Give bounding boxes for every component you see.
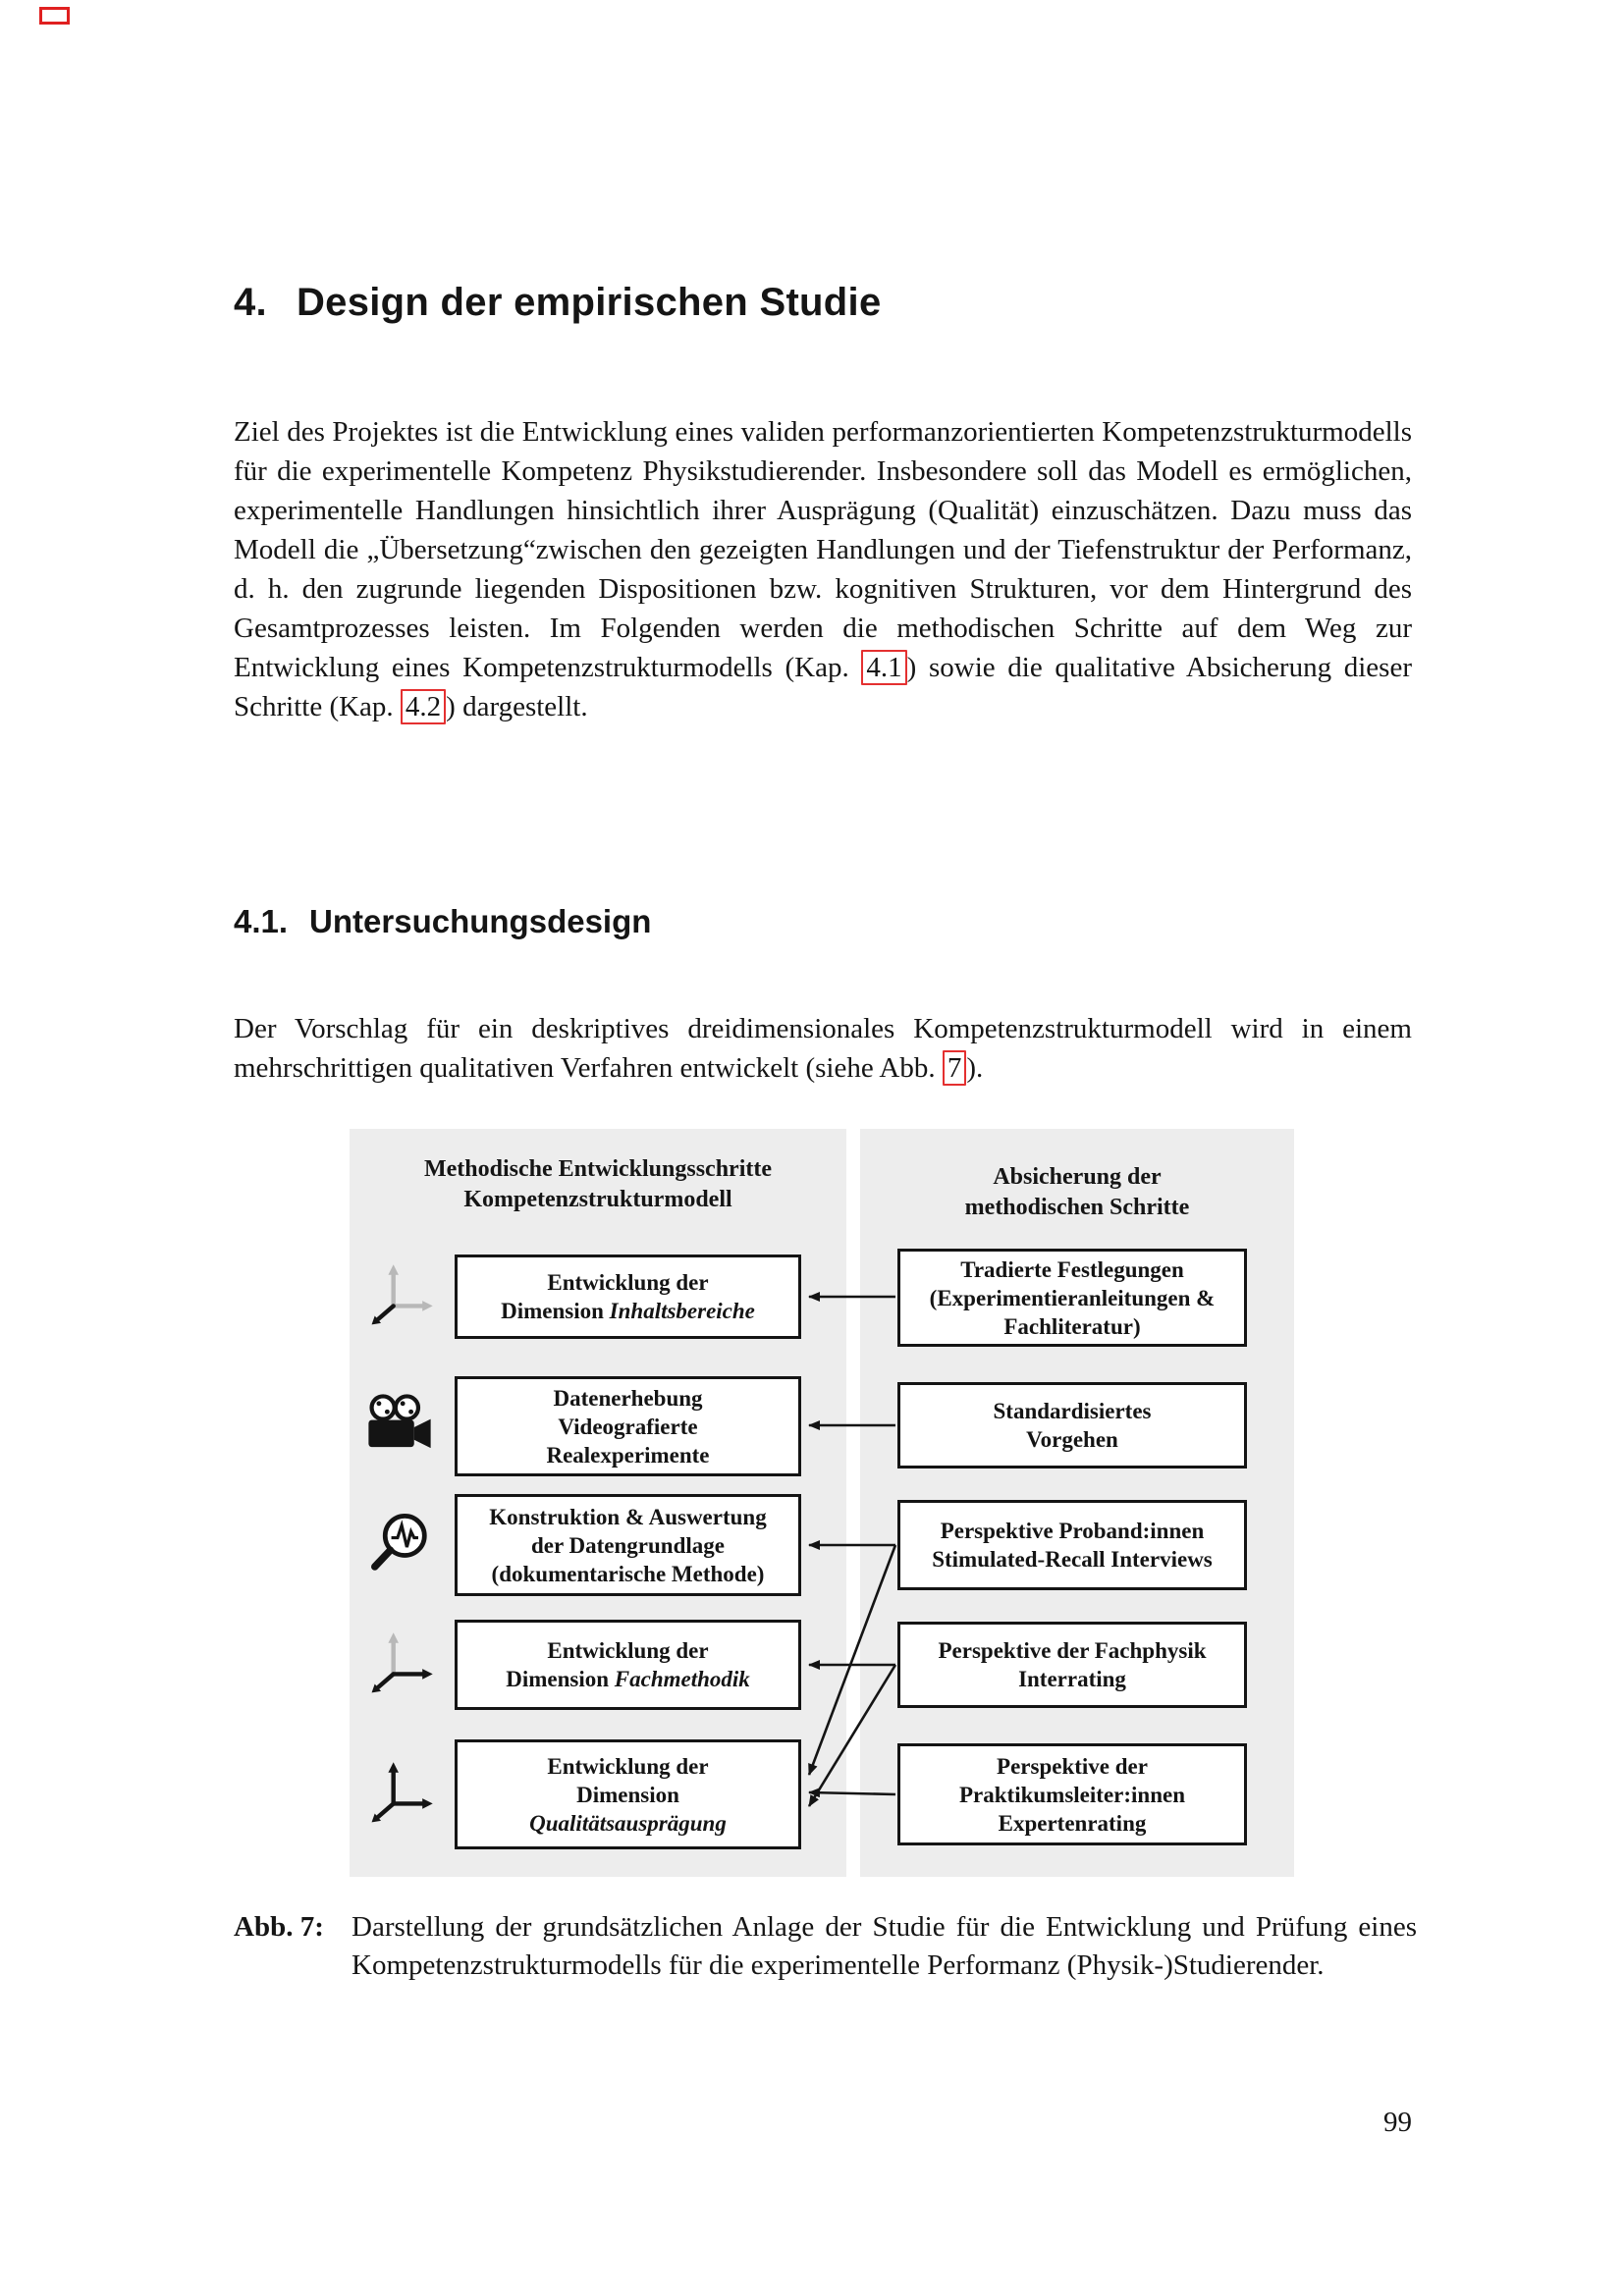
box-line: Realexperimente: [546, 1442, 710, 1468]
box-line: Entwicklung der: [547, 1270, 709, 1295]
box-line-emphasis: Inhaltsbereiche: [609, 1299, 755, 1323]
subsection-heading: [234, 903, 651, 940]
pdf-link-artifact: [39, 7, 70, 25]
design-text-2: ).: [966, 1052, 984, 1084]
figure-7: [350, 1129, 1294, 1877]
magnifier-waveform-icon: [361, 1508, 438, 1584]
section-title: Design der empirischen Studie: [296, 281, 882, 324]
box-line: Konstruktion & Auswertung: [489, 1504, 767, 1529]
y-axis-gray: [388, 1264, 399, 1306]
right-header-line1: Absicherung der: [993, 1164, 1162, 1190]
box-line-emphasis: Fachmethodik: [614, 1667, 750, 1691]
link-kap-4-1[interactable]: 4.1: [861, 650, 906, 685]
intro-text-1: Ziel des Projektes ist die Entwicklung eines validen performanzorientierten Kompetenzstrukturmodells für die experimentelle Kompetenz Physikstudierender. Insbesondere soll das Modell es ermöglichen, experimentelle Handlungen hinsichtlich ihrer Ausprägung (Qualität) einzuschätzen. Dazu muss das Modell die „Übersetzung“zwischen den gezeigten Handlungen und der Tiefenstruktur der Performanz, d. h. den zugrunde liegenden Dispositionen bzw. kognitiven Strukturen, vor dem Hintergrund des Gesamtprozesses leisten. Im Folgenden werden die methodischen Schritte auf dem Weg zur Entwicklung eines Kompetenzstrukturmodells (Kap.: [234, 416, 1412, 683]
intro-paragraph: [234, 412, 1412, 726]
z-axis-black: [372, 1674, 394, 1692]
right-panel-header: [860, 1162, 1294, 1223]
box-line: Perspektive der: [997, 1753, 1148, 1779]
absicherung-box-interrating: [897, 1622, 1247, 1708]
box-line: Interrating: [1018, 1667, 1126, 1691]
absicherung-box-stimulated-recall: [897, 1500, 1247, 1590]
box-line: Stimulated-Recall Interviews: [932, 1547, 1213, 1572]
design-text-1: Der Vorschlag für ein deskriptives dreidimensionales Kompetenzstrukturmodell wird in einem mehrschrittigen qualitativen Verfahren entwickelt (siehe Abb.: [234, 1013, 1412, 1084]
axes-3d-icon: [361, 1757, 438, 1834]
right-header-line2: methodischen Schritte: [964, 1195, 1190, 1220]
box-line: (dokumentarische Methode): [491, 1561, 765, 1586]
intro-text-3: ) dargestellt.: [446, 691, 588, 722]
link-kap-4-2[interactable]: 4.2: [401, 689, 446, 724]
intro-text-2: ) sowie die qualitative Absicherung dieser Schritte (Kap.: [234, 652, 1412, 722]
figure-caption-text: Darstellung der grundsätzlichen Anlage der Studie für die Entwicklung und Prüfung eines Kompetenzstrukturmodells für die experimentelle Performanz (Physik-)Studierender.: [352, 1911, 1417, 1981]
absicherung-box-standardisiertes-vorgehen: [897, 1382, 1247, 1468]
subsection-number: 4.1.: [234, 903, 289, 939]
box-line: Perspektive der Fachphysik: [938, 1638, 1207, 1663]
section-number: 4.: [234, 281, 267, 324]
box-line: [506, 1665, 750, 1693]
box-line: der Datengrundlage: [531, 1532, 725, 1558]
subsection-title: Untersuchungsdesign: [309, 903, 652, 939]
link-abb-7[interactable]: 7: [943, 1050, 967, 1086]
y-axis-gray: [388, 1632, 399, 1674]
box-line: Videografierte: [558, 1414, 698, 1439]
box-line: Entwicklung der: [547, 1638, 709, 1663]
x-axis-black: [394, 1798, 433, 1809]
box-line: Dimension: [576, 1782, 679, 1807]
figure-caption: [234, 1908, 1417, 1985]
box-line-emphasis: Qualitätsausprägung: [529, 1810, 727, 1836]
box-line: [501, 1297, 755, 1325]
y-axis-black: [388, 1762, 399, 1803]
x-axis-black: [394, 1669, 433, 1680]
box-line-text: Dimension: [506, 1667, 615, 1691]
axes-2d-icon: [361, 1628, 438, 1704]
left-panel-header: [350, 1154, 846, 1215]
page-number: 99: [1383, 2107, 1412, 2138]
figure-caption-label: Abb. 7:: [234, 1911, 324, 1943]
step-box-fachmethodik: [455, 1620, 801, 1710]
video-camera-icon: [361, 1388, 438, 1465]
left-header-line1: Methodische Entwicklungsschritte: [424, 1156, 772, 1182]
step-box-inhaltsbereiche: [455, 1255, 801, 1339]
z-axis-black: [372, 1803, 394, 1822]
box-line: (Experimentieranleitungen &: [929, 1285, 1216, 1310]
box-line: Expertenrating: [998, 1810, 1147, 1836]
design-paragraph: [234, 1009, 1412, 1088]
box-line: Praktikumsleiter:innen: [959, 1782, 1185, 1807]
step-box-konstruktion-auswertung: [455, 1494, 801, 1596]
box-line: Tradierte Festlegungen: [960, 1256, 1184, 1282]
box-line: Datenerhebung: [553, 1385, 703, 1411]
section-heading: [234, 281, 882, 325]
box-line: Entwicklung der: [547, 1753, 709, 1779]
step-box-datenerhebung: [455, 1376, 801, 1476]
axes-1d-icon: [361, 1259, 438, 1336]
box-line-text: Dimension: [501, 1299, 610, 1323]
absicherung-box-tradierte-festlegungen: [897, 1249, 1247, 1347]
left-header-line2: Kompetenzstrukturmodell: [463, 1187, 732, 1212]
box-line: Standardisiertes: [993, 1399, 1152, 1423]
z-axis-black: [372, 1306, 394, 1324]
x-axis-gray: [394, 1301, 433, 1311]
box-line: Perspektive Proband:innen: [940, 1519, 1205, 1543]
step-box-qualitaetsauspraegung: [455, 1739, 801, 1849]
absicherung-box-expertenrating: [897, 1743, 1247, 1845]
box-line: Vorgehen: [1026, 1427, 1118, 1452]
box-line: Fachliteratur): [1003, 1313, 1141, 1339]
